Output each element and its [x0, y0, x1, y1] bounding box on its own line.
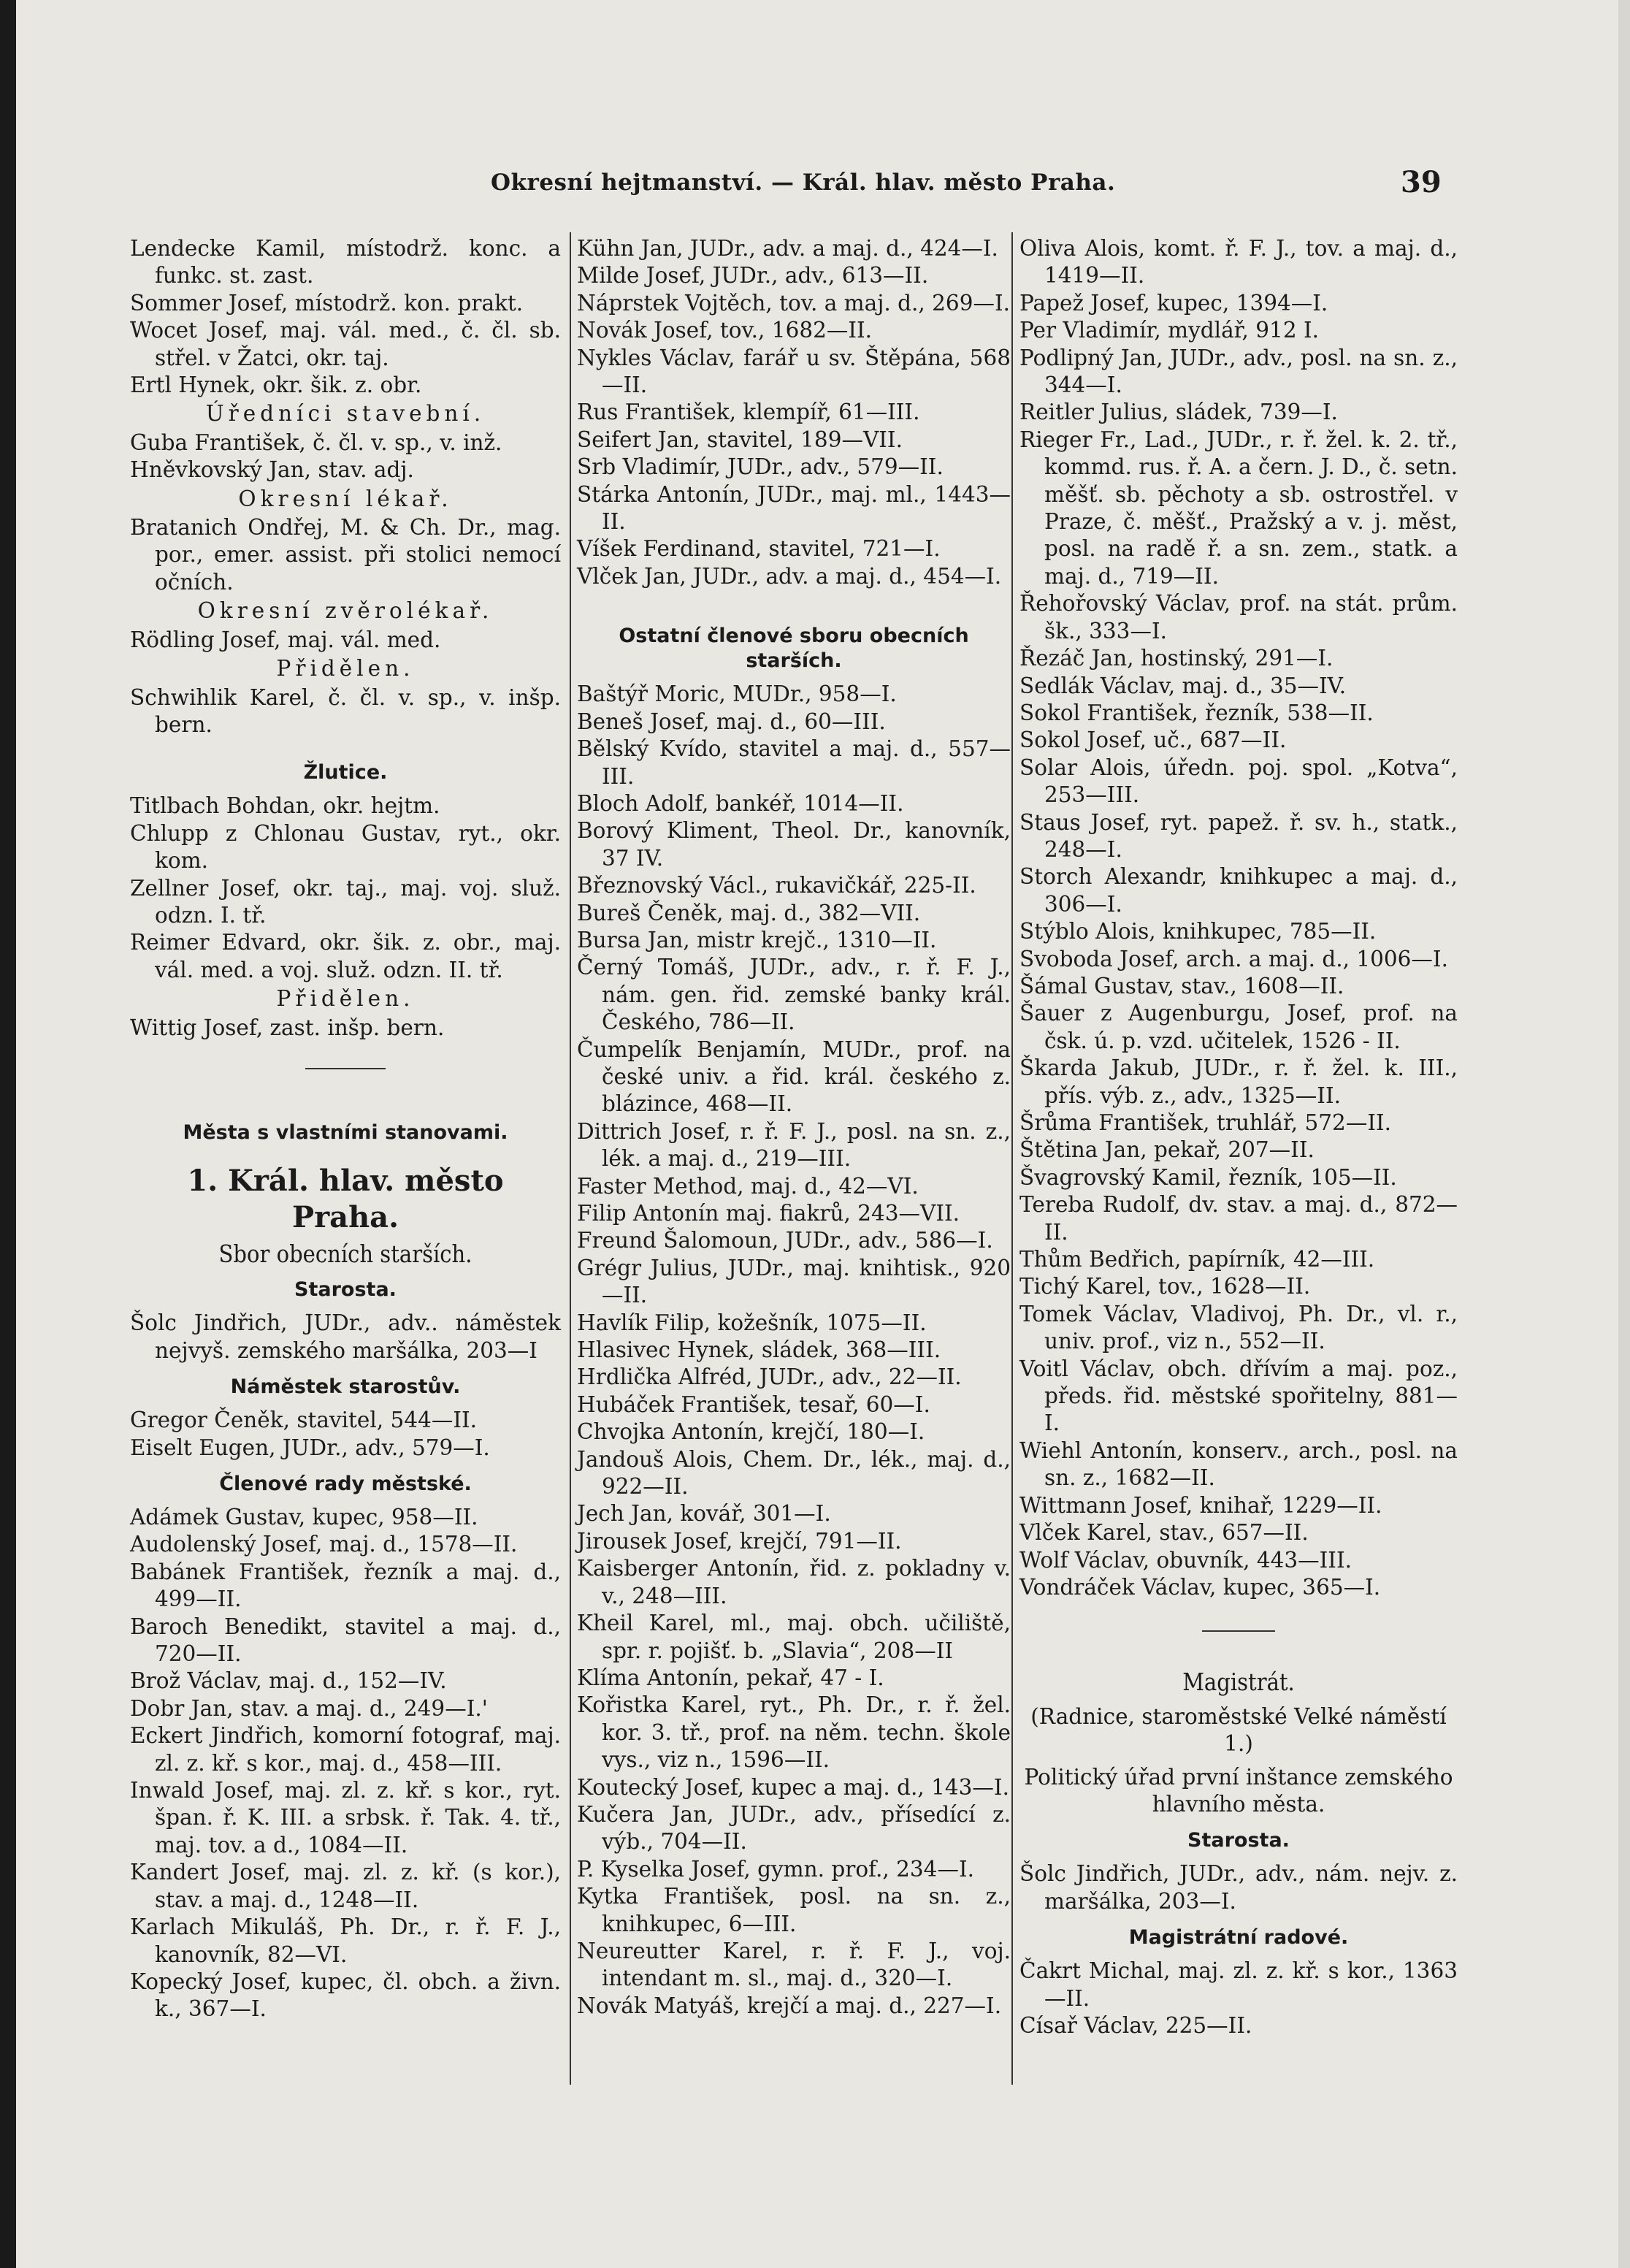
- column-1: [130, 235, 561, 2023]
- directory-entry: Čakrt Michal, maj. zl. z. kř. s kor., 1363—II.: [1019, 1958, 1458, 2011]
- directory-entry: Reitler Julius, sládek, 739—I.: [1019, 400, 1338, 425]
- column-3: [1019, 235, 1458, 2039]
- directory-entry: Štětina Jan, pekař, 207—II.: [1019, 1137, 1315, 1163]
- section-heading: Ostatní členové sboru obecních starších.: [619, 625, 969, 673]
- directory-entry: Bureš Čeněk, maj. d., 382—VII.: [577, 900, 921, 925]
- section-heading: Okresní lékař.: [238, 486, 453, 511]
- directory-entry: Sommer Josef, místodrž. kon. prakt.: [130, 290, 524, 316]
- directory-entry: Guba František, č. čl. v. sp., v. inž.: [130, 429, 502, 455]
- directory-entry: Černý Tomáš, JUDr., adv., r. ř. F. J., nám. gen. řid. zemské banky král. Českého, 786—II.: [577, 955, 1011, 1035]
- directory-entry: Borový Kliment, Theol. Dr., kanovník, 37 IV.: [577, 818, 1011, 871]
- directory-entry: Šauer z Augenburgu, Josef, prof. na čsk. ú. p. vzd. učitelek, 1526 - II.: [1019, 1001, 1458, 1053]
- directory-entry: Bratanich Ondřej, M. & Ch. Dr., mag. por., emer. assist. při stolici nemocí očních.: [130, 515, 561, 595]
- directory-entry: Škarda Jakub, JUDr., r. ř. žel. k. III., přís. výb. z., adv., 1325—II.: [1019, 1055, 1458, 1108]
- entry-list: [130, 235, 561, 399]
- directory-entry: Kühn Jan, JUDr., adv. a maj. d., 424—I.: [577, 236, 998, 261]
- section-heading: Úředníci stavební.: [205, 401, 486, 427]
- section-heading: Přidělen.: [276, 986, 415, 1012]
- separator-rule: [1202, 1630, 1275, 1632]
- directory-entry: Brož Václav, maj. d., 152—IV.: [130, 1668, 447, 1694]
- district-heading: Žlutice.: [303, 761, 388, 784]
- directory-entry: Bursa Jan, mistr krejč., 1310—II.: [577, 927, 937, 952]
- directory-entry: Sokol František, řezník, 538—II.: [1019, 700, 1374, 725]
- directory-entry: Thům Bedřich, papírník, 42—III.: [1019, 1247, 1375, 1272]
- directory-entry: Šolc Jindřich, JUDr., adv.. náměstek nejvyš. zemského maršálka, 203—I: [130, 1310, 561, 1363]
- directory-entry: Eckert Jindřich, komorní fotograf, maj. zl. z. kř. s kor., maj. d., 458—III.: [130, 1723, 561, 1776]
- directory-entry: Rieger Fr., Lad., JUDr., r. ř. žel. k. 2. tř., kommd. rus. ř. A. a čern. J. D., č. setn. měšť. sb. pěchoty a sb. ostrostřel. v Praze, č. měšť., Pražský a v. j. měst, posl. na radě ř. a sn. zem., statk. a maj. d., 719—II.: [1019, 427, 1458, 589]
- directory-entry: Hrdlička Alfréd, JUDr., adv., 22—II.: [577, 1364, 962, 1390]
- entry-list: [130, 1015, 561, 1042]
- directory-entry: Vondráček Václav, kupec, 365—I.: [1019, 1574, 1381, 1600]
- section-heading: Náměstek starostův.: [230, 1375, 461, 1399]
- directory-entry: Freund Šalomoun, JUDr., adv., 586—I.: [577, 1228, 993, 1253]
- section-heading: Členové rady městské.: [219, 1473, 472, 1495]
- directory-entry: Kořistka Karel, ryt., Ph. Dr., r. ř. žel. kor. 3. tř., prof. na něm. techn. škole vys., viz n., 1596—II.: [577, 1692, 1011, 1773]
- directory-entry: Čumpelík Benjamín, MUDr., prof. na české univ. a řid. král. českého z. blázince, 468—II.: [577, 1036, 1011, 1117]
- directory-entry: Hubáček František, tesař, 60—I.: [577, 1391, 930, 1417]
- directory-entry: Svoboda Josef, arch. a maj. d., 1006—I.: [1019, 946, 1448, 971]
- directory-entry: Dittrich Josef, r. ř. F. J., posl. na sn. z., lék. a maj. d., 219—III.: [577, 1118, 1011, 1172]
- directory-entry: Schwihlik Karel, č. čl. v. sp., v. inšp. bern.: [130, 684, 561, 737]
- separator-rule: [305, 1068, 386, 1069]
- council-heading: Sbor obecních starších.: [218, 1239, 472, 1268]
- header-title: Okresní hejtmanství. — Král. hlav. město Praha.: [491, 169, 1116, 196]
- directory-entry: Tichý Karel, tov., 1628—II.: [1019, 1274, 1311, 1299]
- page-number: 39: [1401, 165, 1442, 199]
- directory-entry: Hněvkovský Jan, stav. adj.: [130, 457, 414, 483]
- directory-entry: Baroch Benedikt, stavitel a maj. d., 720—II.: [130, 1614, 561, 1667]
- column-divider: [570, 232, 571, 2085]
- directory-entry: Per Vladimír, mydlář, 912 I.: [1019, 318, 1320, 343]
- directory-entry: Karlach Mikuláš, Ph. Dr., r. ř. F. J., kanovník, 82—VI.: [130, 1914, 561, 1967]
- section-heading: Starosta.: [294, 1278, 397, 1302]
- directory-entry: Milde Josef, JUDr., adv., 613—II.: [577, 263, 929, 289]
- directory-entry: Filip Antonín maj. fiakrů, 243—VII.: [577, 1201, 960, 1226]
- section-heading: Přidělen.: [276, 656, 415, 681]
- directory-entry: Chlupp z Chlonau Gustav, ryt., okr. kom.: [130, 820, 561, 874]
- entry-list: [577, 681, 1011, 2020]
- directory-entry: Chvojka Antonín, krejčí, 180—I.: [577, 1419, 925, 1445]
- directory-entry: Wittig Josef, zast. inšp. bern.: [130, 1015, 445, 1040]
- entry-list: [130, 627, 561, 654]
- directory-entry: Beneš Josef, maj. d., 60—III.: [577, 709, 886, 734]
- directory-entry: Náprstek Vojtěch, tov. a maj. d., 269—I.: [577, 290, 1010, 316]
- column-divider: [1011, 232, 1013, 2085]
- entry-list: [130, 514, 561, 596]
- directory-entry: Kheil Karel, ml., maj. obch. učiliště, spr. r. pojišť. b. „Slavia“, 208—II: [577, 1611, 1011, 1663]
- entry-list: [1019, 235, 1458, 1601]
- directory-entry: Faster Method, maj. d., 42—VI.: [577, 1173, 919, 1199]
- directory-entry: Jech Jan, kovář, 301—I.: [577, 1501, 831, 1527]
- directory-entry: Wocet Josef, maj. vál. med., č. čl. sb. střel. v Žatci, okr. taj.: [130, 318, 561, 370]
- entry-list: [130, 1310, 561, 1364]
- directory-entry: Havlík Filip, kožešník, 1075—II.: [577, 1310, 927, 1335]
- entry-list: [130, 429, 561, 484]
- directory-entry: Inwald Josef, maj. zl. z. kř. s kor., ryt. špan. ř. K. III. a srbsk. ř. Tak. 4. tř., maj. tov. a d., 1084—II.: [130, 1778, 561, 1857]
- directory-entry: Hlasivec Hynek, sládek, 368—III.: [577, 1337, 941, 1363]
- directory-entry: Sokol Josef, uč., 687—II.: [1019, 728, 1287, 753]
- directory-entry: Klíma Antonín, pekař, 47 - I.: [577, 1665, 884, 1690]
- directory-entry: Březnovský Václ., rukavičkář, 225-II.: [577, 873, 976, 898]
- directory-entry: Bělský Kvído, stavitel a maj. d., 557—III.: [577, 736, 1011, 789]
- directory-entry: Podlipný Jan, JUDr., adv., posl. na sn. z., 344—I.: [1019, 345, 1458, 398]
- entry-list: [1019, 1860, 1458, 1915]
- directory-entry: Kandert Josef, maj. zl. z. kř. (s kor.), stav. a maj. d., 1248—II.: [130, 1860, 561, 1912]
- page-edge-shadow: [0, 0, 16, 2268]
- directory-entry: Zellner Josef, okr. taj., maj. voj. služ. odzn. I. tř.: [130, 875, 561, 928]
- directory-entry: Nykles Václav, farář u sv. Štěpána, 568—II.: [577, 345, 1011, 398]
- page-edge-right: [1618, 0, 1630, 2268]
- section-heading: Magistrátní radové.: [1128, 1926, 1349, 1950]
- directory-entry: Wiehl Antonín, konserv., arch., posl. na sn. z., 1682—II.: [1019, 1437, 1458, 1491]
- directory-entry: Adámek Gustav, kupec, 958—II.: [130, 1505, 478, 1530]
- entry-list: [577, 235, 1011, 590]
- directory-entry: Sedlák Václav, maj. d., 35—IV.: [1019, 673, 1347, 698]
- directory-entry: Vlček Jan, JUDr., adv. a maj. d., 454—I.: [577, 563, 1002, 589]
- directory-entry: Ertl Hynek, okr. šik. z. obr.: [130, 373, 422, 398]
- directory-entry: Eiselt Eugen, JUDr., adv., 579—I.: [130, 1435, 490, 1460]
- directory-entry: Srb Vladimír, JUDr., adv., 579—II.: [577, 454, 944, 480]
- directory-entry: Grégr Julius, JUDr., maj. knihtisk., 920—II.: [577, 1255, 1011, 1308]
- directory-entry: Stárka Antonín, JUDr., maj. ml., 1443—II.: [577, 481, 1011, 535]
- directory-entry: Seifert Jan, stavitel, 189—VII.: [577, 427, 903, 452]
- directory-entry: Vlček Karel, stav., 657—II.: [1019, 1520, 1309, 1546]
- directory-entry: Reimer Edvard, okr. šik. z. obr., maj. vál. med. a voj. služ. odzn. II. tř.: [130, 930, 561, 982]
- directory-entry: Řezáč Jan, hostinský, 291—I.: [1019, 646, 1334, 671]
- directory-entry: Oliva Alois, komt. ř. F. J., tov. a maj. d., 1419—II.: [1019, 236, 1458, 289]
- directory-entry: Kytka František, posl. na sn. z., knihkupec, 6—III.: [577, 1884, 1011, 1936]
- directory-entry: Staus Josef, ryt. papež. ř. sv. h., statk., 248—I.: [1019, 809, 1458, 862]
- directory-entry: Wittmann Josef, knihař, 1229—II.: [1019, 1492, 1382, 1518]
- directory-entry: Kaisberger Antonín, řid. z. pokladny v. v., 248—III.: [577, 1556, 1011, 1608]
- entry-list: [130, 684, 561, 739]
- directory-entry: Titlbach Bohdan, okr. hejtm.: [130, 793, 440, 819]
- directory-entry: Dobr Jan, stav. a maj. d., 249—I.': [130, 1695, 488, 1721]
- directory-entry: Jirousek Josef, krejčí, 791—II.: [577, 1528, 902, 1554]
- directory-entry: Baštýř Moric, MUDr., 958—I.: [577, 681, 897, 707]
- directory-entry: Rus František, klempíř, 61—III.: [577, 400, 920, 425]
- directory-entry: Novák Josef, tov., 1682—II.: [577, 318, 873, 343]
- directory-entry: Jandouš Alois, Chem. Dr., lék., maj. d., 922—II.: [577, 1446, 1011, 1500]
- directory-entry: Řehořovský Václav, prof. na stát. prům. šk., 333—I.: [1019, 591, 1458, 644]
- city-heading: 1. Král. hlav. město Praha.: [187, 1163, 504, 1234]
- entry-list: [130, 1504, 561, 2023]
- directory-entry: P. Kyselka Josef, gymn. prof., 234—I.: [577, 1856, 974, 1882]
- directory-entry: Císař Václav, 225—II.: [1019, 2012, 1252, 2038]
- directory-entry: Šámal Gustav, stav., 1608—II.: [1019, 973, 1344, 999]
- directory-entry: Bloch Adolf, bankéř, 1014—II.: [577, 790, 904, 816]
- directory-entry: Kopecký Josef, kupec, čl. obch. a živn. k., 367—I.: [130, 1969, 561, 2022]
- directory-entry: Solar Alois, úředn. poj. spol. „Kotva“, 253—III.: [1019, 755, 1458, 808]
- directory-entry: Kučera Jan, JUDr., adv., přísedící z. výb., 704—II.: [577, 1801, 1011, 1855]
- directory-entry: Novák Matyáš, krejčí a maj. d., 227—I.: [577, 1993, 1002, 2018]
- section-heading: Města s vlastními stanovami.: [183, 1120, 508, 1144]
- directory-entry: Neureutter Karel, r. ř. F. J., voj. intendant m. sl., maj. d., 320—I.: [577, 1938, 1011, 1991]
- entry-list: [130, 793, 561, 984]
- address-note: (Radnice, staroměstské Velké náměstí 1.): [1030, 1703, 1447, 1757]
- directory-entry: Rödling Josef, maj. vál. med.: [130, 627, 441, 652]
- column-2: [577, 235, 1011, 2020]
- running-header: [0, 165, 1630, 199]
- directory-entry: Koutecký Josef, kupec a maj. d., 143—I.: [577, 1774, 1009, 1800]
- directory-entry: Babánek František, řezník a maj. d., 499—II.: [130, 1559, 561, 1612]
- directory-entry: Stýblo Alois, knihkupec, 785—II.: [1019, 919, 1377, 944]
- directory-entry: Gregor Čeněk, stavitel, 544—II.: [130, 1408, 478, 1433]
- directory-entry: Švagrovský Kamil, řezník, 105—II.: [1019, 1164, 1397, 1190]
- entry-list: [130, 1407, 561, 1462]
- section-heading: Okresní zvěrolékař.: [197, 598, 494, 624]
- directory-entry: Tereba Rudolf, dv. stav. a maj. d., 872—II.: [1019, 1192, 1458, 1245]
- section-heading: Magistrát.: [1182, 1668, 1295, 1697]
- entry-list: [1019, 1958, 1458, 2039]
- authority-note: Politický úřad první inštance zemského hlavního města.: [1024, 1764, 1453, 1817]
- directory-entry: Storch Alexandr, knihkupec a maj. d., 306—I.: [1019, 864, 1458, 917]
- directory-entry: Tomek Václav, Vladivoj, Ph. Dr., vl. r., univ. prof., viz n., 552—II.: [1019, 1301, 1458, 1354]
- directory-entry: Wolf Václav, obuvník, 443—III.: [1019, 1547, 1352, 1573]
- directory-entry: Papež Josef, kupec, 1394—I.: [1019, 290, 1328, 316]
- section-heading: Starosta.: [1187, 1829, 1290, 1852]
- directory-entry: Audolenský Josef, maj. d., 1578—II.: [130, 1532, 518, 1557]
- directory-entry: Šolc Jindřich, JUDr., adv., nám. nejv. z. maršálka, 203—I.: [1019, 1861, 1458, 1914]
- directory-entry: Voitl Václav, obch. dřívím a maj. poz., předs. řid. městské spořitelny, 881—I.: [1019, 1356, 1458, 1436]
- directory-entry: Lendecke Kamil, místodrž. konc. a funkc. st. zast.: [130, 236, 561, 289]
- directory-entry: Víšek Ferdinand, stavitel, 721—I.: [577, 536, 941, 562]
- directory-entry: Šrůma František, truhlář, 572—II.: [1019, 1110, 1392, 1135]
